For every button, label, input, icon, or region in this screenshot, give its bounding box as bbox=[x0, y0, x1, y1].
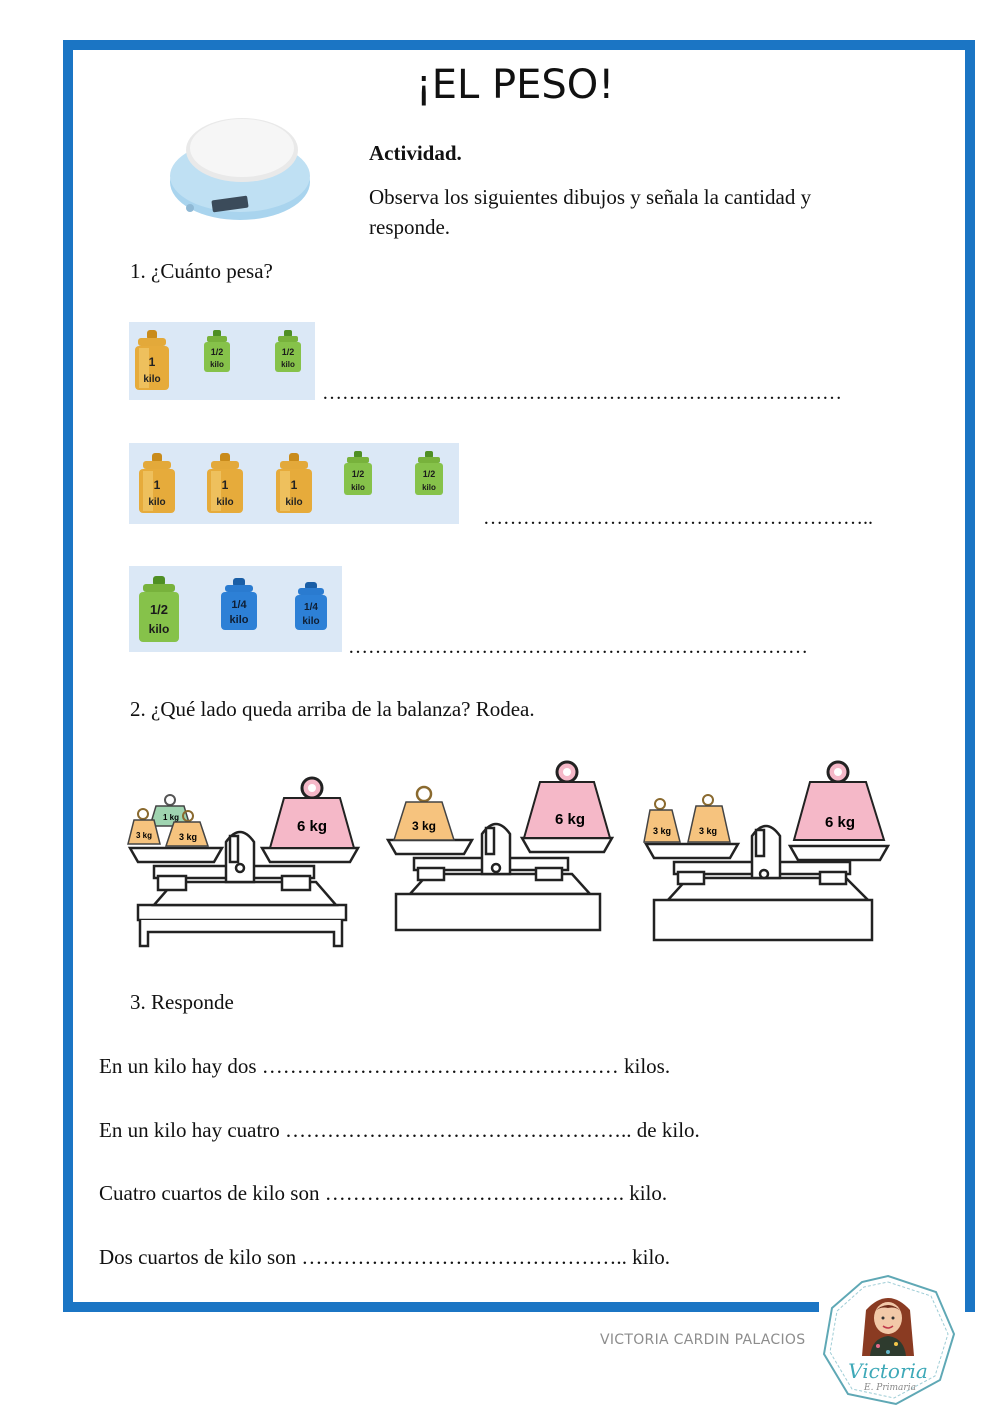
question-2-label: 2. ¿Qué lado queda arriba de la balanza? Rodea. bbox=[130, 697, 535, 721]
weight-half-kg-icon bbox=[203, 328, 231, 374]
page-border-bottom bbox=[63, 1302, 819, 1312]
logo-subtitle: E. Primaria bbox=[864, 1383, 916, 1393]
weight-1kg-icon bbox=[133, 328, 171, 392]
weight-label: 1/2 bbox=[149, 602, 169, 617]
weights-panel-3 bbox=[129, 566, 342, 652]
weight-quarter-kg-icon bbox=[219, 576, 259, 632]
weight-label: 6 kg bbox=[824, 814, 856, 831]
balance-scale-1[interactable] bbox=[126, 770, 362, 952]
weight-label: 1 bbox=[153, 478, 161, 492]
answer-blank-2[interactable]: ………………………………………………….. bbox=[483, 507, 873, 529]
weight-unit: kilo bbox=[143, 374, 161, 385]
weight-half-kg-icon bbox=[274, 328, 302, 374]
weight-1kg-icon bbox=[137, 451, 177, 515]
weight-label: 1/2 bbox=[281, 347, 295, 357]
weight-unit: kilo bbox=[229, 614, 249, 626]
question-3-label: 3. Responde bbox=[130, 990, 234, 1014]
weight-unit: kilo bbox=[148, 622, 170, 636]
weight-half-kg-icon bbox=[343, 449, 373, 497]
activity-instructions: Observa los siguientes dibujos y señala la cantidad y responde. bbox=[369, 185, 812, 239]
balance-scale-3[interactable] bbox=[642, 756, 890, 946]
weight-label: 3 kg bbox=[135, 831, 153, 840]
answer-blank-3[interactable]: …………………………………………………………… bbox=[348, 636, 808, 658]
weight-unit: kilo bbox=[148, 497, 166, 508]
weight-label: 1/4 bbox=[231, 599, 247, 611]
weight-label: 1/2 bbox=[210, 347, 224, 357]
weight-1kg-icon bbox=[205, 451, 245, 515]
weight-label: 1/2 bbox=[351, 469, 365, 479]
weight-unit: kilo bbox=[216, 497, 234, 508]
weight-label: 3 kg bbox=[411, 819, 437, 833]
weight-unit: kilo bbox=[281, 360, 295, 369]
weight-half-kg-icon bbox=[414, 449, 444, 497]
kitchen-scale-image bbox=[160, 110, 320, 230]
weight-half-kg-icon bbox=[137, 574, 181, 644]
author-name: VICTORIA CARDIN PALACIOS bbox=[600, 1332, 806, 1348]
weight-label: 1/4 bbox=[304, 602, 318, 613]
answer-line-1[interactable]: En un kilo hay dos …………………………………………… kilos. bbox=[99, 1054, 671, 1078]
weight-unit: kilo bbox=[210, 360, 224, 369]
logo-name: Victoria bbox=[848, 1359, 928, 1383]
weights-panel-1 bbox=[129, 322, 315, 400]
weight-label: 1 bbox=[221, 478, 229, 492]
question-1-label: 1. ¿Cuánto pesa? bbox=[130, 259, 273, 283]
weight-label: 1 bbox=[290, 478, 298, 492]
weight-label: 6 kg bbox=[554, 811, 586, 828]
activity-heading: Actividad. bbox=[369, 141, 462, 165]
weight-label: 3 kg bbox=[178, 832, 198, 842]
weight-unit: kilo bbox=[351, 483, 365, 492]
weight-unit: kilo bbox=[302, 616, 320, 627]
page-title: ¡EL PESO! bbox=[415, 62, 615, 108]
weights-panel-2 bbox=[129, 443, 459, 524]
answer-line-4[interactable]: Dos cuartos de kilo son ……………………………………….. kilo. bbox=[99, 1245, 671, 1269]
answer-line-2[interactable]: En un kilo hay cuatro ………………………………………….. de kilo. bbox=[99, 1118, 700, 1142]
answer-line-3[interactable]: Cuatro cuartos de kilo son ……………………………………. kilo. bbox=[99, 1181, 668, 1205]
weight-label: 1/2 bbox=[422, 469, 436, 479]
weight-quarter-kg-icon bbox=[293, 580, 329, 632]
author-logo bbox=[818, 1272, 958, 1410]
weight-label: 1 bbox=[148, 355, 156, 369]
weight-unit: kilo bbox=[285, 497, 303, 508]
weight-label: 3 kg bbox=[652, 826, 672, 836]
weight-label: 6 kg bbox=[296, 818, 328, 835]
weight-label: 3 kg bbox=[698, 826, 718, 836]
answer-blank-1[interactable]: …………………………………………………………………… bbox=[322, 382, 842, 404]
weight-1kg-icon bbox=[274, 451, 314, 515]
weight-label: 1 kg bbox=[162, 813, 180, 822]
weight-unit: kilo bbox=[422, 483, 436, 492]
balance-scale-2[interactable] bbox=[384, 756, 614, 940]
